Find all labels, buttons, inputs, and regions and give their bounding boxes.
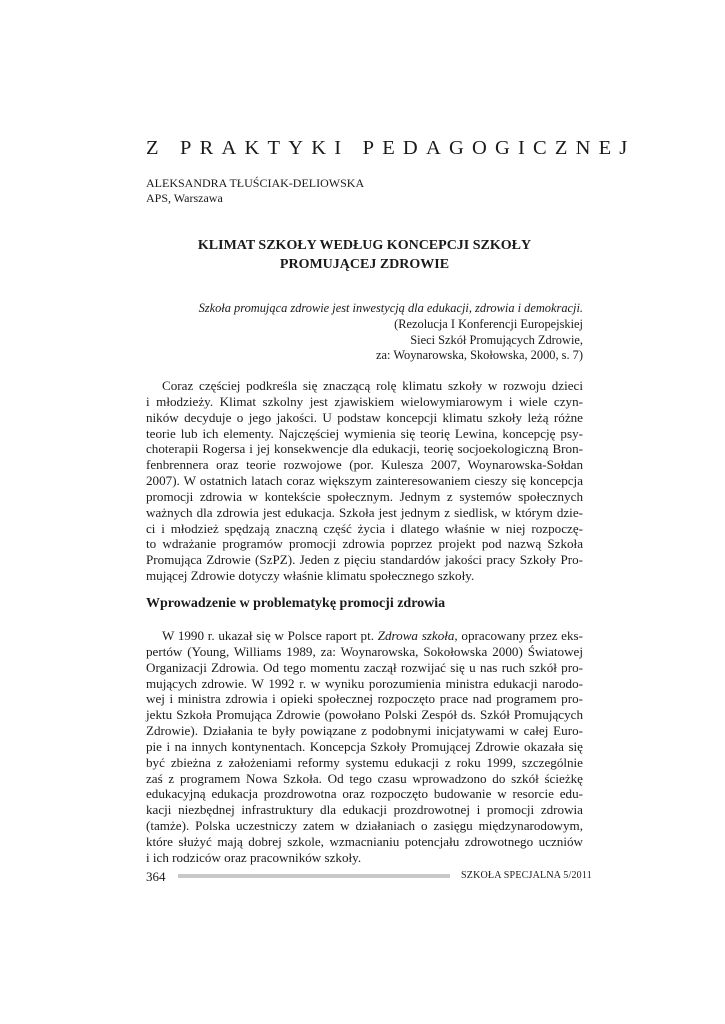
author-name: ALEKSANDRA TŁUŚCIAK-DELIOWSKA xyxy=(146,176,365,190)
text-run: opracowany przez eks- xyxy=(457,628,584,643)
text-line: fenbrennera oraz teorie rozwojowe (por. Kulesza 2007, Woynarowska-Sołdan xyxy=(146,457,583,473)
text-line: ników decyduje o jego jakości. U podstaw koncepcji klimatu szkoły leżą różne xyxy=(146,409,583,425)
body-paragraph xyxy=(146,628,583,866)
text-line: być zbieżna z założeniami reformy systemu edukacji z roku 1999, szczególnie xyxy=(146,754,583,770)
article-title-line: PROMUJĄCEJ ZDROWIE xyxy=(279,257,450,272)
text-line: Zdrowie). Działania te były powiązane z podobnymi inicjatywami w całej Euro- xyxy=(146,723,583,739)
text-run: W 1990 r. ukazał się w Polsce raport pt. xyxy=(162,628,378,643)
text-line: i młodzieży. Klimat szkolny jest zjawiskiem wielowymiarowym i wiele czyn- xyxy=(146,393,583,409)
epigraph-source-line: za: Woynarowska, Skołowska, 2000, s. 7) xyxy=(376,348,583,363)
journal-name: SZKOŁA SPECJALNA 5/2011 xyxy=(461,870,592,881)
text-line: Promująca Zdrowie (SzPZ). Jeden z pięciu standardów jakości pracy Szkoły Pro- xyxy=(146,552,583,568)
text-line: pertów (Young, Williams 1989, za: Woynarowska, Sokołowska 2000) Światowej xyxy=(146,643,583,659)
text-line: wej i ministra zdrowia i opieki społecznej rozpoczęto prace nad programem pro- xyxy=(146,691,583,707)
page-number: 364 xyxy=(146,869,166,884)
author-block xyxy=(146,176,364,206)
text-line: ci i młodzież spędzają znaczną część życia i dlatego właśnie w niej rozpoczę- xyxy=(146,520,583,536)
text-line: mującej Zdrowie dotyczy właśnie klimatu społecznego szkoły. xyxy=(146,568,475,584)
article-title-line: KLIMAT SZKOŁY WEDŁUG KONCEPCJI SZKOŁY xyxy=(197,238,532,253)
intro-paragraph xyxy=(146,378,583,584)
author-affiliation: APS, Warszawa xyxy=(146,191,223,205)
text-line: choterapii Rogersa i jej konsekwencje dla edukacji, teorię socjoekologiczną Bron- xyxy=(146,441,583,457)
epigraph xyxy=(146,301,583,364)
text-line: mujących zdrowie. W 1992 r. w wyniku porozumienia ministra edukacji narodo- xyxy=(146,675,583,691)
text-line xyxy=(146,628,583,644)
epigraph-source-line: (Rezolucja I Konferencji Europejskiej xyxy=(394,316,583,331)
text-line: kacji niezbędnej infrastruktury dla edukacji prozdrowotnej i promocji zdrowia xyxy=(146,802,583,818)
footer-divider xyxy=(178,874,450,878)
text-line: promocji zdrowia w kontekście społecznym. Jednym z systemów społecznych xyxy=(146,488,583,504)
section-heading: Wprowadzenie w problematykę promocji zdrowia xyxy=(146,596,446,611)
article-title xyxy=(146,236,583,274)
text-line: które służyć mają dobrej szkole, wzmacnianiu potencjału zdrowotnego uczniów xyxy=(146,833,583,849)
text-line: 2007). W ostatnich latach coraz większym zainteresowaniem cieszy się koncepcja xyxy=(146,473,583,489)
text-line: pie i na innych kontynentach. Koncepcja Szkoły Promującej Zdrowie okazała się xyxy=(146,738,583,754)
text-line: teorie lub ich elementy. Najczęściej wymienia się teorię Lewina, koncepcję psy- xyxy=(146,425,583,441)
text-line: Coraz częściej podkreśla się znaczącą rolę klimatu szkoły w rozwoju dzieci xyxy=(162,378,583,393)
text-line: zaś z programem Nowa Szkoła. Od tego czasu wprowadzono do szkół ścieżkę xyxy=(146,770,583,786)
epigraph-quote: Szkoła promująca zdrowie jest inwestycją dla edukacji, zdrowia i demokracji. xyxy=(198,301,583,315)
text-line: jektu Szkoła Promująca Zdrowie (powołano Polski Zespół ds. Szkół Promujących xyxy=(146,707,583,723)
report-title: Zdrowa szkoła, xyxy=(377,628,458,643)
text-line: (tamże). Polska uczestniczy zatem w działaniach o zasięgu międzynarodowym, xyxy=(146,818,583,834)
text-line: i ich rodziców oraz pracowników szkoły. xyxy=(146,849,362,865)
text-line: to wdrażanie programów promocji zdrowia poprzez projekt pod nazwą Szkoła xyxy=(146,536,583,552)
epigraph-source-line: Sieci Szkół Promujących Zdrowie, xyxy=(410,332,583,347)
text-line: ważnych dla zdrowia jest edukacja. Szkoła jest jednym z siedlisk, w którym dzie- xyxy=(146,504,583,520)
text-line: Organizacji Zdrowia. Od tego momentu zaczął rozwijać się u nas ruch szkół pro- xyxy=(146,659,583,675)
section-title: Z PRAKTYKI PEDAGOGICZNEJ xyxy=(146,137,636,159)
text-line: edukacyjną edukacja prozdrowotna oraz rozpoczęto budowanie w resorcie edu- xyxy=(146,786,583,802)
